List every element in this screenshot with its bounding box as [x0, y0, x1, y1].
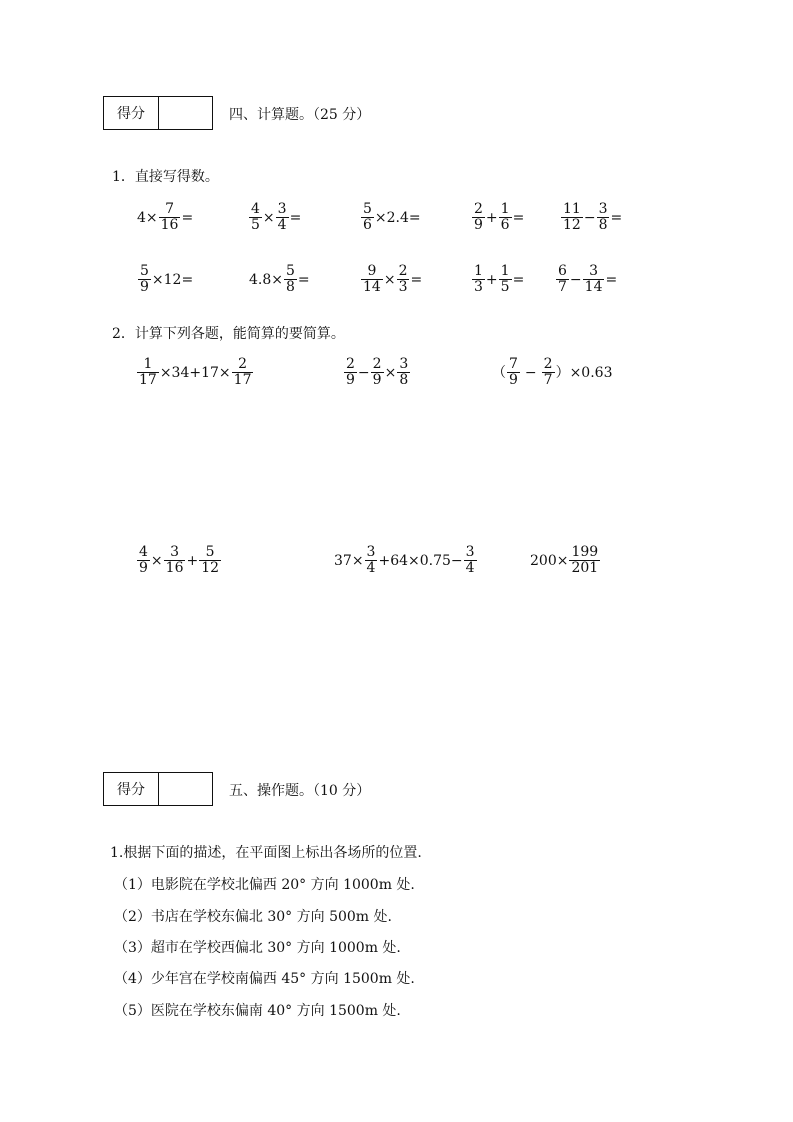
- expr-text: ）×0.63: [555, 364, 613, 381]
- numerator: 3: [170, 544, 180, 560]
- numerator: 3: [277, 201, 287, 217]
- denominator: 9: [139, 560, 148, 576]
- numerator: 1: [474, 263, 483, 279]
- expr-text: ×12=: [151, 271, 194, 288]
- denominator: 9: [346, 372, 355, 388]
- oral-expression: [137, 264, 193, 295]
- equals-sign: =: [512, 209, 525, 226]
- denominator: 8: [286, 279, 295, 295]
- operator: −: [583, 209, 596, 226]
- denominator: 9: [372, 372, 382, 388]
- fraction: [164, 545, 186, 576]
- calc-expression: [492, 357, 612, 388]
- numerator: 3: [465, 544, 475, 560]
- denominator: 14: [363, 279, 381, 295]
- numerator: 5: [140, 263, 149, 279]
- denominator: 4: [465, 560, 475, 576]
- numerator: 4: [139, 544, 148, 560]
- operator: ×: [384, 364, 397, 381]
- score-box: [103, 772, 213, 806]
- fraction: [361, 264, 383, 295]
- fraction: [397, 357, 410, 388]
- numerator: 9: [367, 263, 377, 279]
- oral-expression: [248, 202, 301, 233]
- numerator: 1: [500, 263, 510, 279]
- oral-expression: [471, 264, 524, 295]
- operator: +: [485, 271, 498, 288]
- operator: ×: [150, 552, 163, 569]
- fraction: [472, 202, 485, 233]
- calc-expression: [530, 545, 601, 576]
- denominator: 7: [558, 279, 567, 295]
- fraction: [344, 357, 357, 388]
- fraction: [499, 202, 512, 233]
- open-paren: （: [492, 364, 506, 381]
- equals-sign: =: [410, 271, 423, 288]
- expr-text: 4.8×: [249, 271, 283, 288]
- denominator: 3: [474, 279, 483, 295]
- numerator: 3: [589, 263, 599, 279]
- denominator: 12: [201, 560, 220, 576]
- list-item: （4）少年宫在学校南偏西 45° 方向 1500m 处.: [114, 971, 415, 987]
- numerator: 7: [165, 201, 175, 217]
- fraction: [159, 202, 181, 233]
- numerator: 2: [398, 263, 408, 279]
- fraction: [361, 202, 374, 233]
- expr-text: ×2.4=: [374, 209, 421, 226]
- list-item: （3）超市在学校西偏北 30° 方向 1000m 处.: [114, 940, 401, 956]
- list-item: （2）书店在学校东偏北 30° 方向 500m 处.: [114, 909, 392, 925]
- calc-expression: [343, 357, 411, 388]
- numerator: 2: [543, 356, 553, 372]
- denominator: 6: [363, 217, 372, 233]
- calc-expression: [136, 545, 222, 576]
- fraction: [199, 545, 221, 576]
- operator: +: [186, 552, 199, 569]
- denominator: 201: [571, 560, 599, 576]
- denominator: 12: [563, 217, 581, 233]
- fraction: [597, 202, 610, 233]
- fraction: [276, 202, 289, 233]
- oral-expression: [360, 202, 421, 233]
- fraction: [569, 545, 600, 576]
- list-item: （1）电影院在学校北偏西 20° 方向 1000m 处.: [114, 877, 415, 893]
- denominator: 8: [598, 217, 608, 233]
- question-title: 1．直接写得数。: [112, 169, 219, 185]
- numerator: 7: [509, 356, 518, 372]
- denominator: 14: [584, 279, 603, 295]
- fraction: [472, 264, 485, 295]
- numerator: 2: [346, 356, 355, 372]
- oral-expression: [137, 202, 193, 233]
- question-title: 2．计算下列各题，能简算的要简算。: [112, 326, 345, 342]
- equals-sign: =: [289, 209, 302, 226]
- fraction: [583, 264, 605, 295]
- numerator: 2: [372, 356, 382, 372]
- score-box: [103, 96, 213, 130]
- expr-text: +64×0.75−: [378, 552, 463, 569]
- numerator: 11: [563, 201, 581, 217]
- fraction: [284, 264, 297, 295]
- expr-text: 200×: [530, 552, 569, 569]
- denominator: 6: [500, 217, 510, 233]
- expr-text: ×34+17×: [159, 364, 231, 381]
- operator: +: [485, 209, 498, 226]
- oral-expression: [560, 202, 622, 233]
- numerator: 3: [399, 356, 409, 372]
- fraction: [249, 202, 262, 233]
- expr-text: 37×: [334, 552, 364, 569]
- denominator: 4: [277, 217, 287, 233]
- fraction: [137, 357, 159, 388]
- score-label: 得分: [104, 97, 159, 129]
- denominator: 16: [165, 560, 184, 576]
- fraction: [138, 264, 151, 295]
- numerator: 1: [143, 356, 153, 372]
- denominator: 9: [509, 372, 518, 388]
- operator: ×: [262, 209, 275, 226]
- list-item: （5）医院在学校东偏南 40° 方向 1500m 处.: [114, 1003, 401, 1019]
- denominator: 4: [366, 560, 376, 576]
- operator: ×: [383, 271, 396, 288]
- operator: −: [569, 271, 582, 288]
- denominator: 3: [398, 279, 408, 295]
- numerator: 3: [366, 544, 376, 560]
- section-title: 四、计算题。（25 分）: [229, 107, 371, 123]
- numerator: 4: [251, 201, 260, 217]
- section-title: 五、操作题。（10 分）: [229, 783, 371, 799]
- numerator: 5: [286, 263, 295, 279]
- numerator: 1: [500, 201, 510, 217]
- denominator: 16: [160, 217, 179, 233]
- denominator: 17: [233, 372, 252, 388]
- score-value-field[interactable]: [159, 97, 212, 129]
- denominator: 5: [500, 279, 510, 295]
- equals-sign: =: [605, 271, 618, 288]
- fraction: [542, 357, 555, 388]
- oral-expression: [555, 264, 617, 295]
- operator: −: [357, 364, 370, 381]
- equals-sign: =: [512, 271, 525, 288]
- denominator: 9: [474, 217, 483, 233]
- score-value-field[interactable]: [159, 773, 212, 805]
- numerator: 6: [558, 263, 567, 279]
- expr-text: 4×: [137, 209, 158, 226]
- score-label: 得分: [104, 773, 159, 805]
- numerator: 2: [474, 201, 483, 217]
- fraction: [556, 264, 569, 295]
- numerator: 3: [598, 201, 608, 217]
- equals-sign: =: [297, 271, 310, 288]
- denominator: 5: [251, 217, 260, 233]
- calc-expression: [334, 545, 478, 576]
- fraction: [232, 357, 254, 388]
- oral-expression: [249, 264, 310, 295]
- operator: −: [524, 364, 537, 381]
- equals-sign: =: [181, 209, 194, 226]
- fraction: [397, 264, 410, 295]
- calc-expression: [136, 357, 254, 388]
- denominator: 9: [140, 279, 149, 295]
- denominator: 7: [543, 372, 553, 388]
- denominator: 8: [399, 372, 409, 388]
- numerator: 199: [571, 544, 599, 560]
- oral-expression: [360, 264, 422, 295]
- question-title: 1.根据下面的描述，在平面图上标出各场所的位置.: [110, 845, 422, 861]
- numerator: 5: [363, 201, 372, 217]
- equals-sign: =: [610, 209, 623, 226]
- oral-expression: [471, 202, 524, 233]
- denominator: 17: [139, 372, 157, 388]
- fraction: [499, 264, 512, 295]
- fraction: [371, 357, 384, 388]
- fraction: [464, 545, 477, 576]
- numerator: 2: [238, 356, 248, 372]
- fraction: [137, 545, 150, 576]
- numerator: 5: [205, 544, 215, 560]
- fraction: [507, 357, 520, 388]
- fraction: [365, 545, 378, 576]
- fraction: [561, 202, 583, 233]
